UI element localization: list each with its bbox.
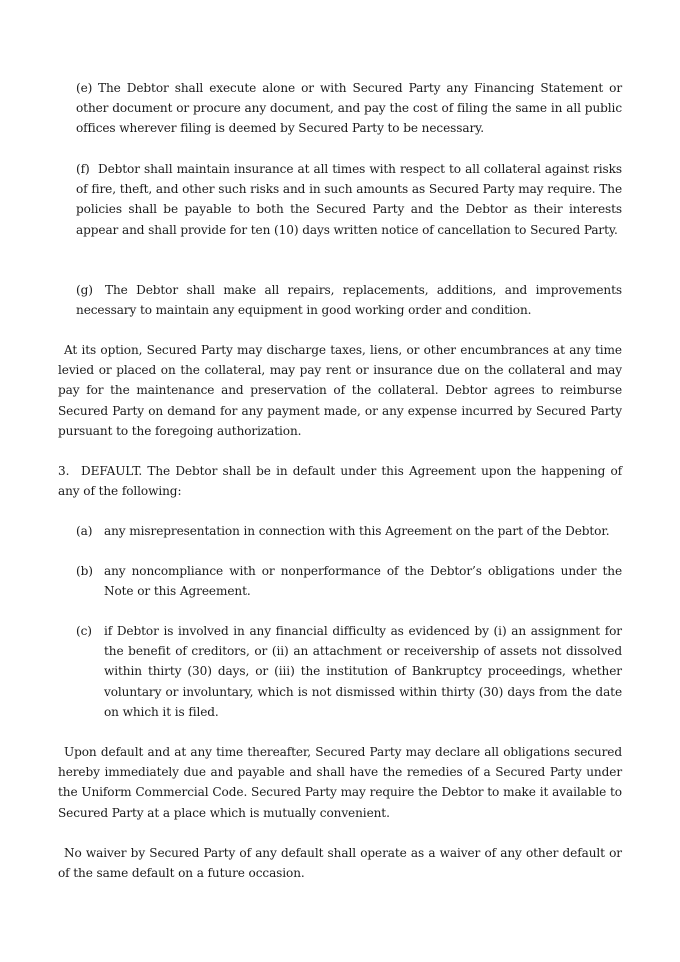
list-marker-g: (g) (76, 283, 93, 297)
list-item-b (76, 561, 622, 603)
list-item-e (76, 78, 622, 140)
list-text-b: any noncompliance with or nonperformance of the Debtor’s obligations under the Note or this Agreement. (104, 564, 622, 599)
section-3-text: DEFAULT. The Debtor shall be in default under this Agreement upon the happening of any of the following: (58, 464, 622, 499)
list-marker-b: (b) (76, 564, 93, 578)
list-item-g (76, 280, 622, 322)
section-3-number: 3. (58, 464, 70, 478)
paragraph-option: At its option, Secured Party may discharge taxes, liens, or other encumbrances at any time levied or placed on the collateral, may pay rent or insurance due on the collateral and may pay for the maintenance and preservation of the collateral. Debtor agrees to reimburse Secured Party on demand for any payment made, or any expense incurred by Secured Party pursuant to the foregoing authorization. (58, 343, 622, 438)
list-marker-c: (c) (76, 624, 92, 638)
paragraph-no-waiver: No waiver by Secured Party of any default shall operate as a waiver of any other default or of the same default on a future occasion. (58, 846, 622, 881)
list-marker-f: (f) (76, 162, 90, 176)
list-item-f (76, 159, 622, 261)
paragraph-upon-default: Upon default and at any time thereafter, Secured Party may declare all obligations secured hereby immediately due and payable and shall have the remedies of a Secured Party under the Uniform Commercial Code. Secured Party may require the Debtor to make it available to Secured Party at a place which is mutually convenient. (58, 745, 622, 820)
list-text-a: any misrepresentation in connection with this Agreement on the part of the Debtor. (104, 524, 610, 538)
list-marker-a: (a) (76, 524, 93, 538)
list-text-e: The Debtor shall execute alone or with Secured Party any Financing Statement or other document or procure any document, and pay the cost of filing the same in all public offices wherever filing is deemed by Secured Party to be necessary. (76, 81, 622, 136)
list-text-f: Debtor shall maintain insurance at all times with respect to all collateral against risks of fire, theft, and other such risks and in such amounts as Secured Party may require. The policies shall be payable to both the Secured Party and the Debtor as their interests appear and shall provide for ten (10) days written notice of cancellation to Secured Party. (76, 162, 622, 237)
list-text-c: if Debtor is involved in any financial difficulty as evidenced by (i) an assignment for the benefit of creditors, or (ii) an attachment or receivership of assets not dissolved within thirty (30) days, or (iii) the institution of Bankruptcy proceedings, whether voluntary or involuntary, which is not dismissed within thirty (30) days from the date on which it is filed. (104, 624, 622, 719)
list-item-c (76, 621, 622, 723)
section-3-default (58, 461, 622, 503)
list-marker-e: (e) (76, 81, 93, 95)
list-text-g: The Debtor shall make all repairs, replacements, additions, and improvements necessary to maintain any equipment in good working order and condition. (76, 283, 622, 318)
list-item-a (76, 521, 622, 543)
